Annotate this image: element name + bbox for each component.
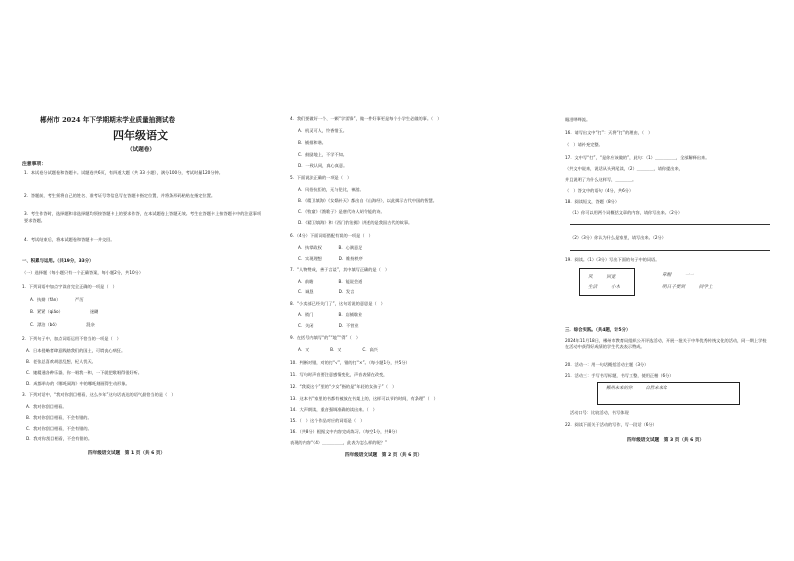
answer-line-1[interactable] bbox=[570, 224, 770, 225]
question-17: 17．文中写“打”，“是你应该做的”，此句：（1）＿＿＿＿＿，全部解释出来。 bbox=[565, 155, 710, 160]
question-4-option-c: C．鼓励地上，不学不知。 bbox=[298, 152, 347, 157]
question-20: 20．活动一：用一句话概括活动主题（3分） bbox=[565, 362, 649, 367]
question-19: 19．阅读。（1）（3分）写出下面的句子中的词语。 bbox=[565, 257, 660, 262]
question-5-option-c: C．《牧童》《渔歌子》是唐代诗人胡令能的诗。 bbox=[298, 209, 385, 214]
question-7: 7．“人物赞成，善于言谈”，其中填写正确的是（ ） bbox=[290, 267, 390, 272]
question-9-options: A．又 B．又 C．高兴 bbox=[298, 347, 378, 352]
question-4-option-a: A．机灵可人，怜香惜玉。 bbox=[298, 128, 347, 133]
question-10: 10．判断对错，对的打“√”，错的打“×”。（每小题1分，共5分） bbox=[290, 360, 410, 365]
question-2-option-d: D．成都举办的《哪吒闹海》中的哪吒刻画得生动形象。 bbox=[26, 381, 130, 386]
edition-label: （试题卷） bbox=[127, 147, 155, 153]
section-3-intro: 2024年11月18日，郴州市教育局组织公开评选活动，开展一批关于中华优秀传统文化的活动，同一期上学校在活动中获得好成绩的学生代表表示赞成。 bbox=[565, 338, 767, 349]
question-14: 14．大声朗读，重音强调准确的读出来。（ ） bbox=[290, 407, 377, 412]
question-8: 8．“小卖部已经关门了”，这句话说的意思是（ ） bbox=[290, 301, 385, 306]
page-1-footer: 四年级语文试题 第 1 页（共 6 页） bbox=[88, 451, 166, 456]
question-3-option-b: B．我对你刮目相看，不会有错的。 bbox=[26, 415, 92, 420]
notes-item-2: 2．答题前，考生须将自己的姓名、准考证号等信息写在答题卡指定位置，并将条形码粘贴在指定位置。 bbox=[24, 193, 216, 198]
question-17-line-2: （共文中说来，说话从头到尾读，（2）＿＿＿＿，请你提出来， bbox=[565, 166, 683, 171]
question-16-p3-line-2: （ ）请补充完整。 bbox=[565, 142, 603, 147]
question-17-line-3: 并且说明了为什么这样写，＿＿＿＿。 bbox=[565, 177, 637, 182]
question-1-option-c: C．漂泊（bó） 混杂 bbox=[30, 322, 95, 327]
exam-title: 郴州市 2024 年下学期期末学业质量抽测试卷 bbox=[40, 116, 176, 124]
section-3-title: 三．综合实践。（共4题，计5分） bbox=[565, 328, 631, 333]
question-5-option-d: D．《精卫填海》和《西门豹治邺》讲述的是我国古代的故事。 bbox=[298, 220, 413, 225]
question-18-part-2: （2）（3分）你认为什么是家里，请写出来。（2分） bbox=[570, 235, 666, 240]
question-3-option-c: C．我对你刮目相看，不会有错的。 bbox=[26, 426, 92, 431]
question-6-options-cd: C．实现理想 D．维持秩序 bbox=[298, 256, 363, 261]
page-3-top-line: 眼泪哗哗流。 bbox=[565, 117, 591, 122]
answer-line-2[interactable] bbox=[570, 250, 770, 251]
question-3: 3．下列对话中，“我对你刮目相看，这么多年”这句话表达的语气最恰当的是（ ） bbox=[22, 392, 176, 397]
question-18: 18．阅读短文，答题（8分） bbox=[565, 199, 620, 204]
question-11: 11．写句时声音要注意感情变化，声音表情在改变， bbox=[290, 372, 388, 377]
question-5-option-a: A．风俗抗拒的，无与伦比，神游。 bbox=[298, 187, 364, 192]
answer-box[interactable] bbox=[597, 382, 740, 405]
question-9: 9．在括号内填写“的”“地”“得”（ ） bbox=[290, 335, 361, 340]
question-3-option-a: A．我对你刮目相看。 bbox=[26, 404, 67, 409]
question-17-line-4: （ ）答文中的语句（4分，共6分） bbox=[565, 188, 634, 193]
question-8-options-cd: C．关闭 D．不营业 bbox=[298, 323, 359, 328]
page-3-footer: 四年级语文试题 第 3 页（共 6 页） bbox=[627, 438, 705, 443]
notes-item-3: 3．考生作答时，选择题和非选择题均须按答题卡上的要求作答，在本试题卷上答题无效。考生在答题卡上按答题卡中的注意事项要求答题。 bbox=[24, 211, 262, 224]
question-1-option-b: B．紧紧（qiǎo） 迷糊 bbox=[30, 309, 99, 314]
question-2-option-b: B．老张总喜欢胡思乱想，杞人忧天。 bbox=[26, 359, 96, 364]
question-6-options-ab: A．执掌政权 B．心满意足 bbox=[298, 245, 363, 250]
handwritten-answer-1: 草帽 一一 bbox=[662, 273, 695, 278]
question-2-option-c: C．她精通各种乐器，你一唱我一和，一下就把歌唱得很好听。 bbox=[26, 370, 142, 375]
question-1: 1．下列词语中加点字读音完全正确的一项是（ ） bbox=[22, 284, 117, 289]
question-12: 12．“我爱这个”里的“少女”指的是“年轻的女孩子”（ ） bbox=[290, 384, 397, 389]
section-1-title: 一、积累与运用。（共19分，33分） bbox=[22, 259, 94, 264]
handwritten-answer-2: 明日子要到 同学上 bbox=[662, 285, 713, 290]
question-4: 4．我们要做好一个、一颗“学雷锋”，做一件好事更是每个小学生必做的事。（ ） bbox=[290, 116, 442, 121]
notes-item-4: 4．考试结束后，将本试题卷和答题卡一并交回。 bbox=[24, 237, 115, 242]
question-16-p3: 16．请写出文中“打”：天将“打”的理由，（ ） bbox=[565, 130, 653, 135]
question-13: 13．这本书“家里的书都有被放在书架上的，这样可以节约时间，有条理”（ ） bbox=[290, 396, 438, 401]
page-2-footer: 四年级语文试题 第 2 页（共 6 页） bbox=[345, 453, 423, 458]
question-7-options-ab: A．前瞻 B．能说会道 bbox=[298, 279, 363, 284]
answer-box-text: 郴州未来的你 自然未来年 bbox=[606, 386, 668, 391]
question-6: 6．（4分）下面词语搭配有误的一项是（ ） bbox=[290, 233, 373, 238]
handwriting-box-line-2: 生活 小木 bbox=[588, 285, 621, 290]
question-5: 5．下面说法正确的一项是（ ） bbox=[290, 175, 352, 180]
handwriting-box bbox=[579, 268, 635, 296]
subject-title: 四年级语文 bbox=[113, 129, 168, 142]
question-3-option-d: D．我对你刮目相看，不会有错的。 bbox=[26, 436, 93, 441]
question-18-part-1: （1）你可以用两个词概括文章的内容，请你写出来。（2分） bbox=[570, 210, 683, 215]
question-1-option-a: A．执拗（fǎn） 严厉 bbox=[30, 297, 84, 302]
activity-slogan: 活动口号：比较活动，书写体现 bbox=[570, 410, 629, 415]
question-8-options-ab: A．锁门 B．店铺歇业 bbox=[298, 312, 363, 317]
question-7-options-cd: C．诚恳 D．发言 bbox=[298, 289, 355, 294]
question-2-option-a: A．日本侵略者肆意践踏我们的国土，可谓丧心病狂。 bbox=[26, 348, 126, 353]
question-4-option-b: B．铺排和谐。 bbox=[298, 140, 326, 145]
notes-item-1: 1．本试卷分试题卷和答题卡。试题卷共6页，有四道大题（共 33 小题），满分100分，考试时量120分钟。 bbox=[24, 170, 223, 175]
question-4-option-d: D．一致认同，真心真意。 bbox=[298, 163, 348, 168]
question-5-option-b: B．《精卫填海》《女娲补天》都出自《山海经》，以此揭示古代中国的智慧。 bbox=[298, 198, 437, 203]
question-16-blanks-2: 表现的内容“（4）＿＿＿＿＿，此表为怎么样的呢？” bbox=[290, 440, 388, 445]
question-22: 22．阅读下面关于活动的写作，写一段话（6分） bbox=[565, 422, 657, 427]
question-16: 16．（共8分）根据文中内容完成练习。（每空1分，共8分） bbox=[290, 429, 400, 434]
handwriting-box-line-1: 风 回宽 bbox=[588, 275, 616, 280]
question-15: 15．（ ）这个作品对应的词语是（ ） bbox=[290, 418, 365, 423]
question-20-part-2: 21．活动三：手写书写标题，书写工整，使用正楷（6分） bbox=[565, 373, 674, 378]
question-2: 2．下列句子中，加点词语运用不恰当的一项是（ ） bbox=[22, 336, 121, 341]
subsection-1-title: （一）选择题（每小题只有一个正确答案，每小题2分，共10分） bbox=[22, 270, 144, 275]
notes-title: 注意事项： bbox=[22, 162, 46, 167]
